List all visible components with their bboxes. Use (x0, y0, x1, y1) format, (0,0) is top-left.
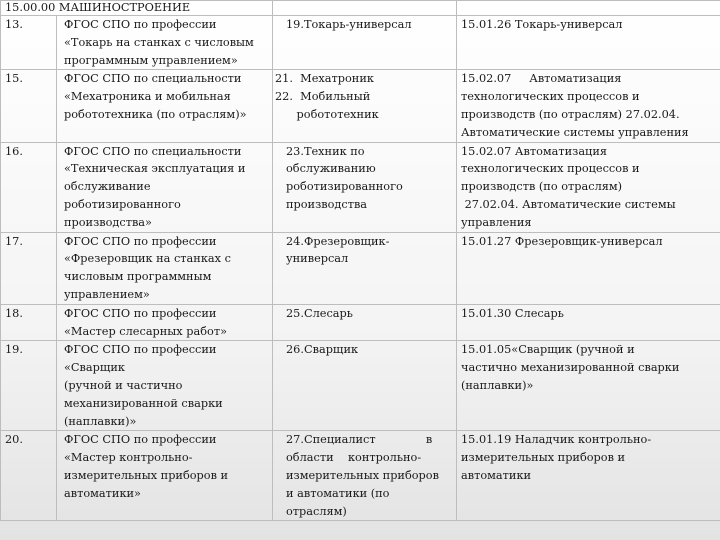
old-profession-line: 26.Сварщик (286, 343, 359, 357)
new-code-line: измерительных приборов и (461, 451, 626, 465)
old-profession-cell (273, 142, 457, 232)
new-code-line: автоматики (461, 468, 532, 482)
old-profession-cell (273, 304, 457, 341)
table-row (1, 341, 720, 431)
old-profession-line: робототехник (275, 107, 379, 121)
old-profession-line: измерительных приборов (286, 468, 439, 482)
old-profession-line: 19.Токарь-универсал (286, 18, 412, 31)
fgos-line: обслуживание (64, 180, 151, 194)
old-profession-line: обслуживанию (286, 162, 376, 176)
fgos-line: ФГОС СПО по профессии (64, 306, 217, 320)
table-row (1, 304, 720, 341)
fgos-cell (57, 16, 273, 70)
old-profession-line: 21. Мехатроник (275, 72, 374, 86)
section-header-empty-cell (273, 1, 457, 16)
fgos-line: ФГОС СПО по специальности (64, 72, 242, 86)
new-code-line: технологических процессов и (461, 90, 640, 104)
fgos-cell (57, 431, 273, 521)
new-code-cell (457, 16, 720, 70)
new-code-line: 15.01.30 Слесарь (461, 306, 564, 320)
new-code-line: 15.01.19 Наладчик контрольно- (461, 433, 652, 447)
old-profession-line: 25.Слесарь (286, 306, 353, 320)
fgos-line: управлением» (64, 287, 150, 301)
new-code-line: частично механизированной сварки (461, 361, 680, 375)
new-code-cell (457, 304, 720, 341)
old-profession-line: 22. Мобильный (275, 90, 371, 104)
old-profession-cell (273, 70, 457, 142)
row-number: 19. (1, 341, 57, 431)
row-number: 20. (1, 431, 57, 521)
fgos-line: «Мастер слесарных работ» (64, 324, 227, 338)
fgos-line: измерительных приборов и (64, 468, 229, 482)
old-profession-line: универсал (286, 252, 349, 266)
fgos-line: (наплавки)» (64, 414, 137, 428)
fgos-line: «Токарь на станках с числовым (64, 35, 254, 49)
row-number: 16. (1, 142, 57, 232)
fgos-cell (57, 232, 273, 304)
old-profession-line: 23.Техник по (286, 144, 365, 158)
fgos-line: роботизированного (64, 197, 181, 211)
row-number: 15. (1, 70, 57, 142)
old-profession-line: производства (286, 197, 368, 211)
old-profession-line: и автоматики (по (286, 486, 390, 500)
new-code-cell (457, 70, 720, 142)
table-row (1, 431, 720, 521)
section-header-row (1, 1, 720, 16)
section-header-empty-cell (457, 1, 720, 16)
new-code-cell (457, 341, 720, 431)
new-code-line: управления (461, 215, 532, 229)
table-row (1, 16, 720, 70)
new-code-line: 15.01.05«Сварщик (ручной и (461, 343, 635, 357)
new-code-cell (457, 431, 720, 521)
new-code-cell (457, 232, 720, 304)
old-profession-cell (273, 341, 457, 431)
new-code-line: 15.01.27 Фрезеровщик-универсал (461, 234, 663, 248)
old-profession-line: роботизированного (286, 180, 403, 194)
table-row (1, 70, 720, 142)
old-profession-cell (273, 16, 457, 70)
fgos-line: числовым программным (64, 270, 212, 284)
fgos-cell (57, 341, 273, 431)
fgos-line: «Мастер контрольно- (64, 451, 193, 465)
new-code-line: технологических процессов и (461, 162, 640, 176)
fgos-line: «Мехатроника и мобильная (64, 90, 231, 104)
new-code-line: 15.02.07 Автоматизация (461, 144, 607, 158)
fgos-line: программным управлением» (64, 53, 238, 67)
fgos-line: производства» (64, 215, 152, 229)
new-code-line: производств (по отраслям) 27.02.04. (461, 107, 680, 121)
table-row (1, 232, 720, 304)
new-code-line: 15.01.26 Токарь-универсал (461, 18, 623, 31)
fgos-line: ФГОС СПО по профессии (64, 433, 217, 447)
new-code-line: Автоматические системы управления (461, 125, 689, 139)
row-number: 17. (1, 232, 57, 304)
fgos-line: автоматики» (64, 486, 141, 500)
old-profession-cell (273, 431, 457, 521)
fgos-line: ФГОС СПО по профессии (64, 18, 217, 31)
new-code-line: 27.02.04. Автоматические системы (461, 197, 676, 211)
fgos-line: ФГОС СПО по профессии (64, 343, 217, 357)
fgos-line: (ручной и частично (64, 378, 183, 392)
fgos-line: «Фрезеровщик на станках с (64, 252, 231, 266)
old-profession-cell (273, 232, 457, 304)
section-heading: 15.00.00 МАШИНОСТРОЕНИЕ (1, 1, 273, 16)
new-code-line: 15.02.07 Автоматизация (461, 72, 622, 86)
fgos-line: механизированной сварки (64, 396, 223, 410)
fgos-line: ФГОС СПО по профессии (64, 234, 217, 248)
fgos-line: «Техническая эксплуатация и (64, 162, 246, 176)
fgos-line: ФГОС СПО по специальности (64, 144, 242, 158)
old-profession-line: 24.Фрезеровщик- (286, 234, 390, 248)
fgos-cell (57, 70, 273, 142)
old-profession-line: области контрольно- (286, 451, 422, 465)
fgos-line: робототехника (по отраслям)» (64, 107, 247, 121)
fgos-cell (57, 304, 273, 341)
fgos-cell (57, 142, 273, 232)
table-row (1, 142, 720, 232)
old-profession-line: 27.Специалист в (286, 433, 433, 447)
row-number: 13. (1, 16, 57, 70)
new-code-line: производств (по отраслям) (461, 180, 623, 194)
old-profession-line: отраслям) (286, 504, 347, 518)
fgos-line: «Сварщик (64, 361, 125, 375)
row-number: 18. (1, 304, 57, 341)
new-code-line: (наплавки)» (461, 378, 534, 392)
new-code-cell (457, 142, 720, 232)
